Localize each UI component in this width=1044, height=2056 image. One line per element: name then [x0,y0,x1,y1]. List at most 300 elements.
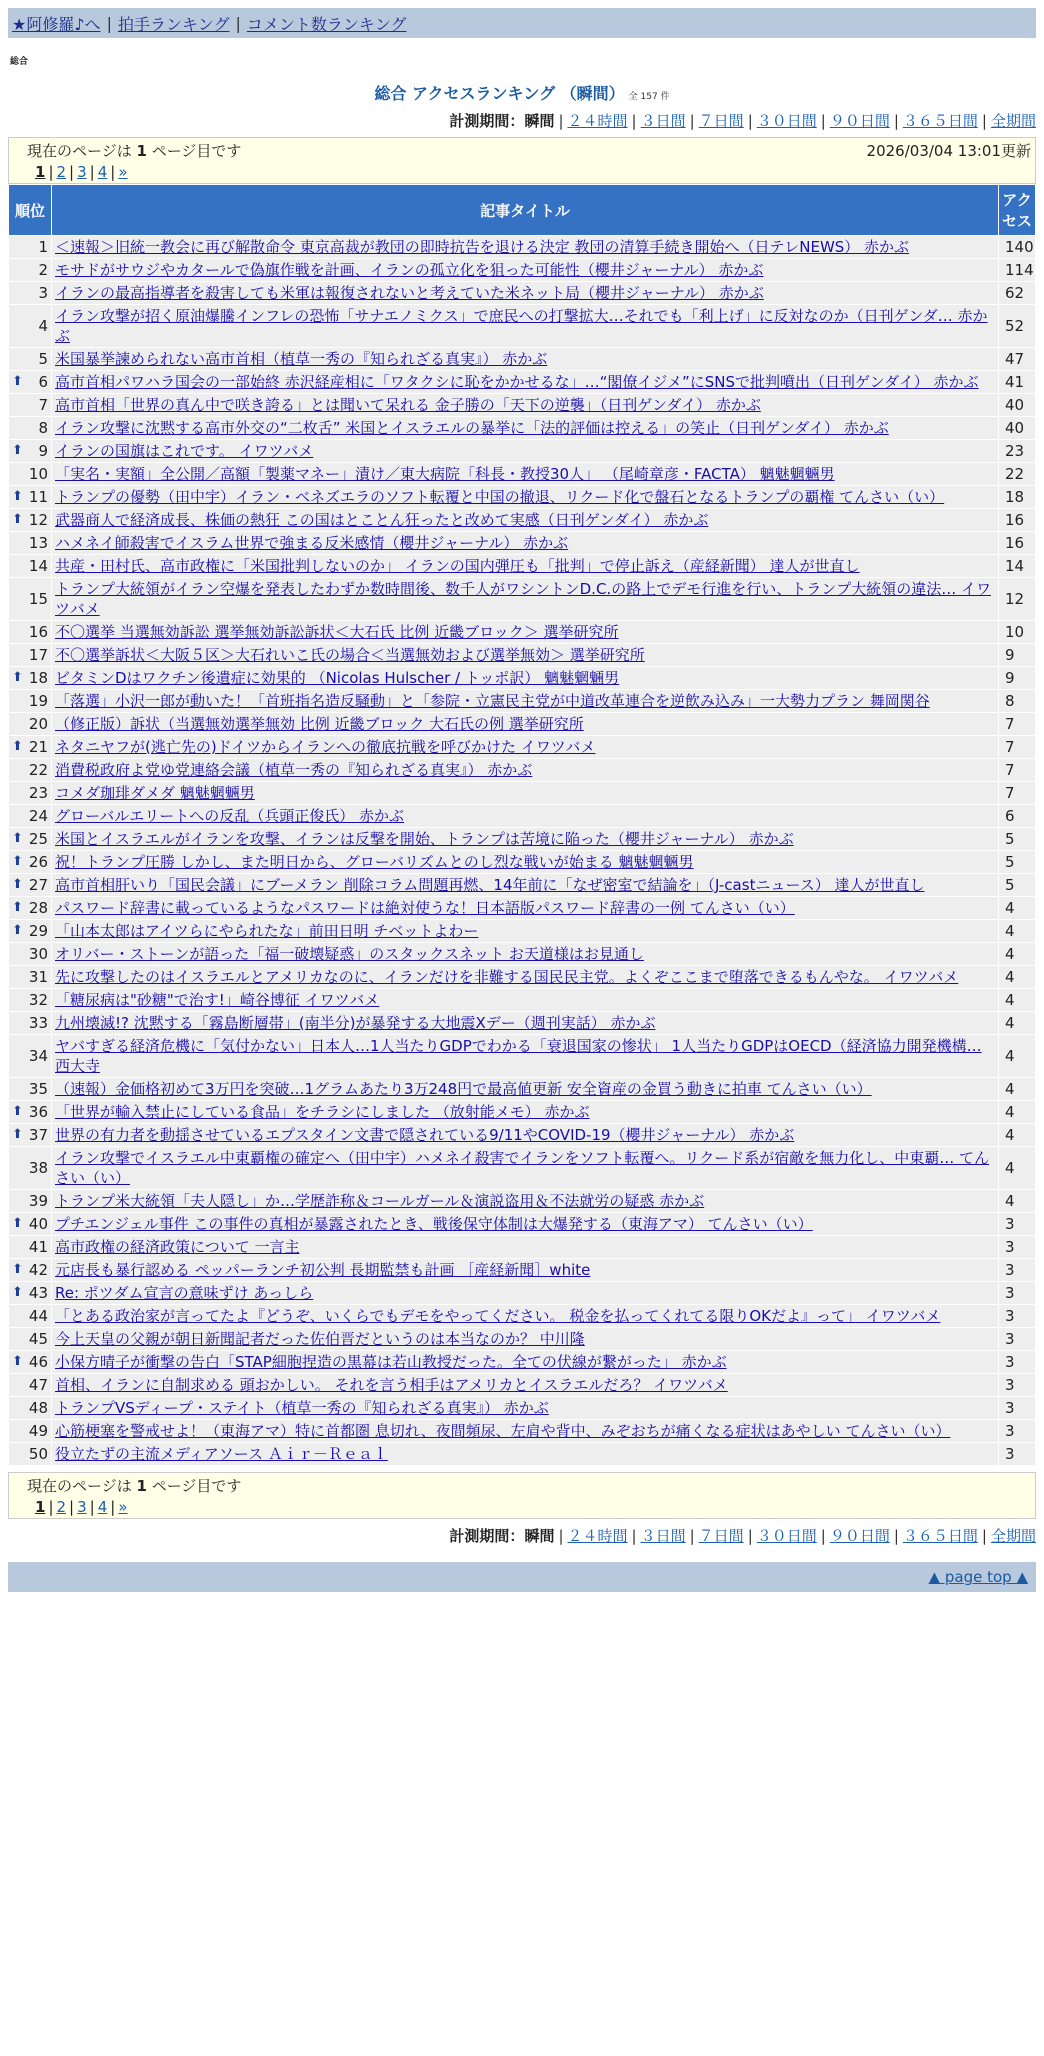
article-link[interactable]: ビタミンDはワクチン後遺症に効果的 （Nicolas Hulscher / トッポ訳） 魑魅魍魎男 [55,669,620,687]
rank-cell [9,851,52,874]
arrow-up-icon: ⬆ [12,1262,23,1277]
rank-number: 47 [28,1376,48,1394]
article-link[interactable]: グローバルエリートへの反乱（兵頭正俊氏） 赤かぶ [55,807,405,825]
arrow-up-icon: ⬆ [12,923,23,938]
title-cell [52,578,999,621]
access-count: 3 [999,1397,1036,1420]
period-link[interactable]: ３０日間 [756,112,817,130]
comment-ranking-link[interactable]: コメント数ランキング [246,14,407,34]
access-count: 4 [999,1190,1036,1213]
title-cell [52,1282,999,1305]
page-link[interactable]: 4 [97,163,108,181]
access-count: 3 [999,1328,1036,1351]
article-link[interactable]: 米国とイスラエルがイランを攻撃、イランは反撃を開始、トランプは苦境に陥った（櫻井ジャーナル） 赤かぶ [55,830,794,848]
table-row [9,1012,1036,1035]
title-cell [52,736,999,759]
table-row [9,578,1036,621]
article-link[interactable]: 「落選」小沢一郎が動いた！「首班指名造反騒動」と「参院・立憲民主党が中道改革連合を逆飲み込み」一大勢力プラン 舞岡関谷 [55,692,930,710]
rank-number: 38 [28,1159,48,1177]
page-link[interactable]: 3 [77,1498,87,1516]
page-top-link[interactable]: ▲ page top ▲ [928,1568,1028,1586]
rank-number: 40 [28,1215,48,1233]
arrow-up-icon: ⬆ [12,1127,23,1142]
arrow-up-icon: ⬆ [12,739,23,754]
article-link[interactable]: トランプVSディープ・ステイト（植草一秀の『知られざる真実』） 赤かぶ [55,1399,549,1417]
table-row [9,1101,1036,1124]
title-cell [52,713,999,736]
separator: | [747,112,753,130]
access-count: 18 [999,486,1036,509]
table-row [9,943,1036,966]
table-row [9,759,1036,782]
period-link[interactable]: ３６５日間 [902,1527,978,1545]
table-row [9,966,1036,989]
section-label: 総合 [10,57,29,67]
rank-number: 44 [28,1307,48,1325]
period-link[interactable]: ７日間 [698,112,744,130]
rank-number: 43 [28,1284,48,1302]
table-row [9,1190,1036,1213]
page-link[interactable]: 3 [77,163,87,181]
rank-number: 3 [38,284,48,302]
access-count: 5 [999,851,1036,874]
access-count: 4 [999,966,1036,989]
access-count: 7 [999,736,1036,759]
rank-number: 8 [38,419,48,437]
title-cell [52,920,999,943]
rank-number: 1 [38,238,48,256]
next-page-link[interactable]: » [118,1498,128,1516]
article-link[interactable]: 武器商人で経済成長、株価の熱狂 この国はとことん狂ったと改めて実感（日刊ゲンダイ） 赤かぶ [55,511,709,529]
rank-number: 27 [28,876,48,894]
access-count: 3 [999,1305,1036,1328]
table-row [9,667,1036,690]
title-cell [52,1236,999,1259]
rank-number: 33 [28,1014,48,1032]
period-link[interactable]: 全期間 [990,112,1036,130]
table-row [9,394,1036,417]
access-count: 7 [999,759,1036,782]
period-link[interactable]: ２４時間 [567,112,628,130]
rank-cell [9,1374,52,1397]
rank-number: 16 [28,623,48,641]
article-link[interactable]: 元店長も暴行認める ペッパーランチ初公判 長期監禁も計画 ［産経新聞］white [55,1261,591,1279]
separator: | [69,163,75,181]
table-row [9,851,1036,874]
title-header: 記事タイトル [52,185,999,236]
rank-number: 13 [28,534,48,552]
article-link[interactable]: 九州壊滅!? 沈黙する「霧島断層帯」(南半分)が暴発する大地震Xデー（週刊実話） 赤かぶ [55,1014,656,1032]
access-count: 10 [999,621,1036,644]
period-link[interactable]: ３日間 [640,112,686,130]
rank-cell [9,1101,52,1124]
rank-cell [9,897,52,920]
top-nav [8,8,1036,38]
table-row [9,874,1036,897]
access-count: 62 [999,282,1036,305]
article-link[interactable]: 「山本太郎はアイツらにやられたな」前田日明 チベットよわー [55,922,479,940]
rank-cell [9,920,52,943]
table-row [9,236,1036,259]
rank-header: 順位 [9,185,52,236]
table-row [9,805,1036,828]
asyura-home-link[interactable]: ★阿修羅♪へ [12,14,101,34]
table-row [9,1282,1036,1305]
article-link[interactable]: 共産・田村氏、高市政権に「米国批判しないのか」 イランの国内弾圧も「批判」で停止訴え（産経新聞） 達人が世直し [55,557,860,575]
arrow-up-icon: ⬆ [12,443,23,458]
article-link[interactable]: 消費税政府よ党ゆ党連絡会議（植草一秀の『知られざる真実』） 赤かぶ [55,761,533,779]
arrow-up-icon: ⬆ [12,831,23,846]
access-count: 4 [999,1101,1036,1124]
page-status-prefix: 現在のページは [27,1477,137,1495]
title-cell [52,1420,999,1443]
page-status-row [27,140,1031,161]
access-count: 7 [999,713,1036,736]
rank-number: 10 [28,465,48,483]
article-link[interactable]: パスワード辞書に載っているようなパスワードは絶対使うな！日本語版パスワード辞書の一例 てんさい（い） [55,899,795,917]
article-link[interactable]: ＜速報＞旧統一教会に再び解散命令 東京高裁が教団の即時抗告を退ける決定 教団の清算手続き開始へ（日テレNEWS） 赤かぶ [55,238,910,256]
access-count: 8 [999,690,1036,713]
table-row [9,1124,1036,1147]
article-link[interactable]: 高市政権の経済政策について 一言主 [55,1238,300,1256]
rank-number: 12 [28,511,48,529]
rank-number: 20 [28,715,48,733]
rank-number: 41 [28,1238,48,1256]
rank-cell [9,644,52,667]
title-cell [52,1259,999,1282]
access-count: 23 [999,440,1036,463]
page-links [35,1498,1031,1516]
access-count: 40 [999,394,1036,417]
period-current: 瞬間 [524,112,555,130]
table-row [9,417,1036,440]
pagination-box [8,137,1036,184]
period-label: 計測期間： [449,1527,525,1545]
article-link[interactable]: 高市首相肝いり「国民会議」にブーメラン 削除コラム問題再燃、14年前に「なぜ密室で結論を」（J-castニュース） 達人が世直し [55,876,925,894]
rank-number: 36 [28,1103,48,1121]
page-link[interactable]: 4 [97,1498,108,1516]
article-link[interactable]: 「糖尿病は"砂糖"で治す!」崎谷博征 イワツバメ [55,991,380,1009]
title-cell [52,874,999,897]
rank-number: 6 [38,373,48,391]
table-row [9,555,1036,578]
article-link[interactable]: イランの国旗はこれです。 イワツバメ [55,442,314,460]
rank-number: 48 [28,1399,48,1417]
access-count: 3 [999,1351,1036,1374]
article-link[interactable]: 今上天皇の父親が朝日新聞記者だった佐伯晋だというのは本当なのか？ 中川隆 [55,1330,585,1348]
article-link[interactable]: 高市首相「世界の真ん中で咲き誇る」とは聞いて呆れる 金子勝の「天下の逆襲」（日刊ゲンダイ） 赤かぶ [55,396,761,414]
rank-cell [9,486,52,509]
separator: | [631,1527,637,1545]
clap-ranking-link[interactable]: 拍手ランキング [117,14,230,34]
title-cell [52,989,999,1012]
rank-cell [9,989,52,1012]
article-link[interactable]: イラン攻撃に沈黙する高市外交の“二枚舌” 米国とイスラエルの暴挙に「法的評価は控える」の笑止（日刊ゲンダイ） 赤かぶ [55,419,889,437]
access-count: 4 [999,897,1036,920]
access-count: 41 [999,371,1036,394]
rank-number: 45 [28,1330,48,1348]
ranking-table [8,184,1036,1466]
access-count: 3 [999,1443,1036,1466]
rank-number: 30 [28,945,48,963]
access-count: 5 [999,874,1036,897]
separator: | [48,1498,54,1516]
rank-number: 25 [28,830,48,848]
rank-cell [9,417,52,440]
page-link[interactable]: 2 [56,1498,67,1516]
updated-timestamp: 2026/03/04 13:01更新 [866,142,1031,160]
title-cell [52,851,999,874]
access-count: 47 [999,348,1036,371]
title-cell [52,1124,999,1147]
table-row [9,782,1036,805]
article-link[interactable]: 米国暴挙諫められない高市首相（植草一秀の『知られざる真実』） 赤かぶ [55,350,548,368]
rank-cell [9,348,52,371]
table-row [9,440,1036,463]
title-cell [52,305,999,348]
page-status [27,140,241,161]
article-link[interactable]: 不〇選挙訴状＜大阪５区＞大石れいこ氏の場合＜当選無効および選挙無効＞ 選挙研究所 [55,646,645,664]
article-link[interactable]: 心筋梗塞を警戒せよ！（東海アマ）特に首都圏 息切れ、夜間頻尿、左肩や背中、みぞおちが痛くなる症状はあやしい てんさい（い） [55,1422,951,1440]
title-cell [52,236,999,259]
article-link[interactable]: トランプ大統領がイラン空爆を発表したわずか数時間後、数千人がワシントンD.C.の路上でデモ行進を行い、トランプ大統領の違法… イワツバメ [55,580,991,618]
rank-cell [9,578,52,621]
table-row [9,1397,1036,1420]
period-current: 瞬間 [524,1527,555,1545]
table-row [9,989,1036,1012]
rank-cell [9,282,52,305]
title-cell [52,394,999,417]
separator: | [893,112,899,130]
access-count: 4 [999,1078,1036,1101]
article-link[interactable]: ハメネイ師殺害でイスラム世界で強まる反米感情（櫻井ジャーナル） 赤かぶ [55,534,569,552]
rank-number: 4 [38,317,48,335]
rank-cell [9,1236,52,1259]
access-count: 4 [999,1012,1036,1035]
title-cell [52,667,999,690]
arrow-up-icon: ⬆ [12,512,23,527]
access-count: 14 [999,555,1036,578]
article-link[interactable]: 首相、イランに自制求める 頭おかしい。 それを言う相手はアメリカとイスラエルだろ？ イワツバメ [55,1376,728,1394]
access-count: 9 [999,667,1036,690]
access-count: 4 [999,1147,1036,1190]
title-cell [52,621,999,644]
rank-cell [9,236,52,259]
article-link[interactable]: 「世界が輸入禁止にしている食品」をチラシにしました （放射能メモ） 赤かぶ [55,1103,590,1121]
rank-number: 35 [28,1080,48,1098]
table-row [9,713,1036,736]
title-cell [52,1012,999,1035]
title-cell [52,486,999,509]
table-row [9,1351,1036,1374]
title-cell [52,532,999,555]
table-row [9,828,1036,851]
title-cell [52,966,999,989]
access-count: 3 [999,1213,1036,1236]
rank-cell [9,874,52,897]
article-link[interactable]: モサドがサウジやカタールで偽旗作戦を計画、イランの孤立化を狙った可能性（櫻井ジャーナル） 赤かぶ [55,261,764,279]
arrow-up-icon: ⬆ [12,374,23,389]
title-cell [52,440,999,463]
table-row [9,736,1036,759]
table-row [9,259,1036,282]
title-cell [52,1035,999,1078]
rank-number: 32 [28,991,48,1009]
access-count: 22 [999,463,1036,486]
next-page-link[interactable]: » [118,163,128,181]
separator: | [820,1527,826,1545]
period-link[interactable]: ９０日間 [829,1527,890,1545]
article-link[interactable]: ネタニヤフが(逃亡先の)ドイツからイランへの徹底抗戦を呼びかけた イワツバメ [55,738,596,756]
rank-cell [9,394,52,417]
rank-cell [9,621,52,644]
table-row [9,1259,1036,1282]
article-link[interactable]: （速報）金価格初めて3万円を突破…1グラムあたり3万248円で最高値更新 安全資産の金買う動きに拍車 てんさい（い） [55,1080,872,1098]
rank-cell [9,759,52,782]
article-link[interactable]: ヤバすぎる経済危機に「気付かない」日本人…1人当たりGDPでわかる「衰退国家の惨状」 1人当たりGDPはOECD（経済協力開発機構… 西大寺 [55,1037,982,1075]
article-link[interactable]: トランプの優勢（田中宇）イラン・ベネズエラのソフト転覆と中国の撤退、リクード化で盤石となるトランプの覇権 てんさい（い） [55,488,945,506]
rank-number: 29 [28,922,48,940]
article-link[interactable]: イラン攻撃でイスラエル中東覇権の確定へ（田中宇）ハメネイ殺害でイランをソフト転覆へ。リクード系が宿敵を無力化し、中東覇… てんさい（い） [55,1149,990,1187]
article-link[interactable]: 不〇選挙 当選無効訴訟 選挙無効訴訟訴状＜大石氏 比例 近畿ブロック＞ 選挙研究所 [55,623,619,641]
access-count: 16 [999,532,1036,555]
rank-cell [9,1078,52,1101]
access-count: 3 [999,1259,1036,1282]
rank-cell [9,782,52,805]
article-link[interactable]: 祝！トランプ圧勝 しかし、また明日から、グローバリズムとのし烈な戦いが始まる 魑魅魍魎男 [55,853,694,871]
rank-cell [9,805,52,828]
table-row [9,1078,1036,1101]
title-cell [52,1190,999,1213]
separator: | [69,1498,75,1516]
title-cell [52,759,999,782]
rank-cell [9,966,52,989]
article-link[interactable]: 「とある政治家が言ってたよ『どうぞ、いくらでもデモをやってください。 税金を払ってくれてる限りOKだよ』って」 イワツバメ [55,1307,941,1325]
access-count: 16 [999,509,1036,532]
title-cell [52,509,999,532]
rank-number: 39 [28,1192,48,1210]
access-count: 3 [999,1236,1036,1259]
title-cell [52,259,999,282]
article-link[interactable]: 高市首相パワハラ国会の一部始終 赤沢経産相に「ワタクシに恥をかかせるな」…“閣僚イジメ”にSNSで批判噴出（日刊ゲンダイ） 赤かぶ [55,373,979,391]
period-link[interactable]: 全期間 [990,1527,1036,1545]
page-status-current: 1 [136,1477,147,1495]
arrow-up-icon: ⬆ [12,854,23,869]
article-link[interactable]: 役立たずの主流メディアソース Ａｉｒ－Ｒｅａｌ [55,1445,388,1463]
rank-number: 22 [28,761,48,779]
separator: | [110,1498,116,1516]
separator: | [747,1527,753,1545]
page-status-suffix: ページ目です [146,142,242,160]
access-count: 6 [999,805,1036,828]
rank-number: 7 [38,396,48,414]
table-row [9,897,1036,920]
table-row [9,348,1036,371]
article-link[interactable]: イランの最高指導者を殺害しても米軍は報復されないと考えていた米ネット局（櫻井ジャーナル） 赤かぶ [55,284,764,302]
article-link[interactable]: 先に攻撃したのはイスラエルとアメリカなのに、イランだけを非難する国民民主党。よくぞここまで堕落できるもんやな。 イワツバメ [55,968,959,986]
access-count: 140 [999,236,1036,259]
page-current: 1 [35,163,46,181]
access-count: 3 [999,1420,1036,1443]
separator: | [981,112,987,130]
title-cell [52,828,999,851]
article-link[interactable]: Re: ポツダム宣言の意味ずけ あっしら [55,1284,314,1302]
rank-cell [9,667,52,690]
separator: | [110,163,116,181]
table-row [9,1443,1036,1466]
rank-number: 19 [28,692,48,710]
period-link[interactable]: ２４時間 [567,1527,628,1545]
arrow-up-icon: ⬆ [12,670,23,685]
rank-cell [9,1147,52,1190]
rank-cell [9,1397,52,1420]
article-link[interactable]: 世界の有力者を動揺させているエプスタイン文書で隠されている9/11やCOVID-19（櫻井ジャーナル） 赤かぶ [55,1126,795,1144]
rank-number: 14 [28,557,48,575]
table-row [9,305,1036,348]
page-title-row [0,81,1044,104]
total-count: 全 157 件 [628,92,670,102]
separator: | [89,163,95,181]
arrow-up-icon: ⬆ [12,1354,23,1369]
table-row [9,486,1036,509]
article-link[interactable]: 小保方晴子が衝撃の告白「STAP細胞捏造の黒幕は若山教授だった。全ての伏線が繋がった」 赤かぶ [55,1353,727,1371]
period-link[interactable]: ３日間 [640,1527,686,1545]
rank-number: 17 [28,646,48,664]
article-link[interactable]: オリバー・ストーンが語った「福一破壊疑惑」のスタックスネット お天道様はお見通し [55,945,644,963]
access-count: 3 [999,1374,1036,1397]
rank-cell [9,555,52,578]
rank-number: 46 [28,1353,48,1371]
access-count: 3 [999,1282,1036,1305]
period-link[interactable]: ３６５日間 [902,112,978,130]
title-cell [52,1147,999,1190]
access-count: 4 [999,1124,1036,1147]
title-cell [52,463,999,486]
table-row [9,509,1036,532]
period-link[interactable]: ７日間 [698,1527,744,1545]
access-count: 4 [999,989,1036,1012]
title-cell [52,897,999,920]
rank-cell [9,1259,52,1282]
article-link[interactable]: コメダ珈琲ダメダ 魑魅魍魎男 [55,784,255,802]
page-link[interactable]: 2 [56,163,67,181]
separator: | [235,13,241,33]
page-status-suffix: ページ目です [146,1477,242,1495]
arrow-up-icon: ⬆ [12,900,23,915]
period-label: 計測期間： [449,112,525,130]
article-link[interactable]: （修正版）訴状（当選無効選挙無効 比例 近畿ブロック 大石氏の例 選挙研究所 [55,715,584,733]
rank-cell [9,1351,52,1374]
article-link[interactable]: プチエンジェル事件 この事件の真相が暴露されたとき、戦後保守体制は大爆発する（東海アマ） てんさい（い） [55,1215,813,1233]
article-link[interactable]: トランプ米大統領「夫人隠し」か…学歴詐称＆コールガール＆演説盗用＆不法就労の疑惑 赤かぶ [55,1192,705,1210]
table-row [9,1420,1036,1443]
title-cell [52,371,999,394]
table-row [9,644,1036,667]
article-link[interactable]: イラン攻撃が招く原油爆騰インフレの恐怖「サナエノミクス」で庶民への打撃拡大…それでも「利上げ」に反対なのか（日刊ゲンダ… 赤かぶ [55,307,988,345]
period-link[interactable]: ９０日間 [829,112,890,130]
rank-number: 23 [28,784,48,802]
rank-cell [9,1213,52,1236]
page-current: 1 [35,1498,46,1516]
rank-number: 31 [28,968,48,986]
period-selector [0,110,1036,131]
period-link[interactable]: ３０日間 [756,1527,817,1545]
period-selector-bottom [0,1525,1036,1546]
title-cell [52,1078,999,1101]
separator: | [48,163,54,181]
article-link[interactable]: 「実名・実額」全公開／高額「製薬マネー」漬け／東大病院「科長・教授30人」 （尾崎章彦・FACTA） 魑魅魍魎男 [55,465,835,483]
page-title: 総合 アクセスランキング （瞬間） [374,84,625,103]
